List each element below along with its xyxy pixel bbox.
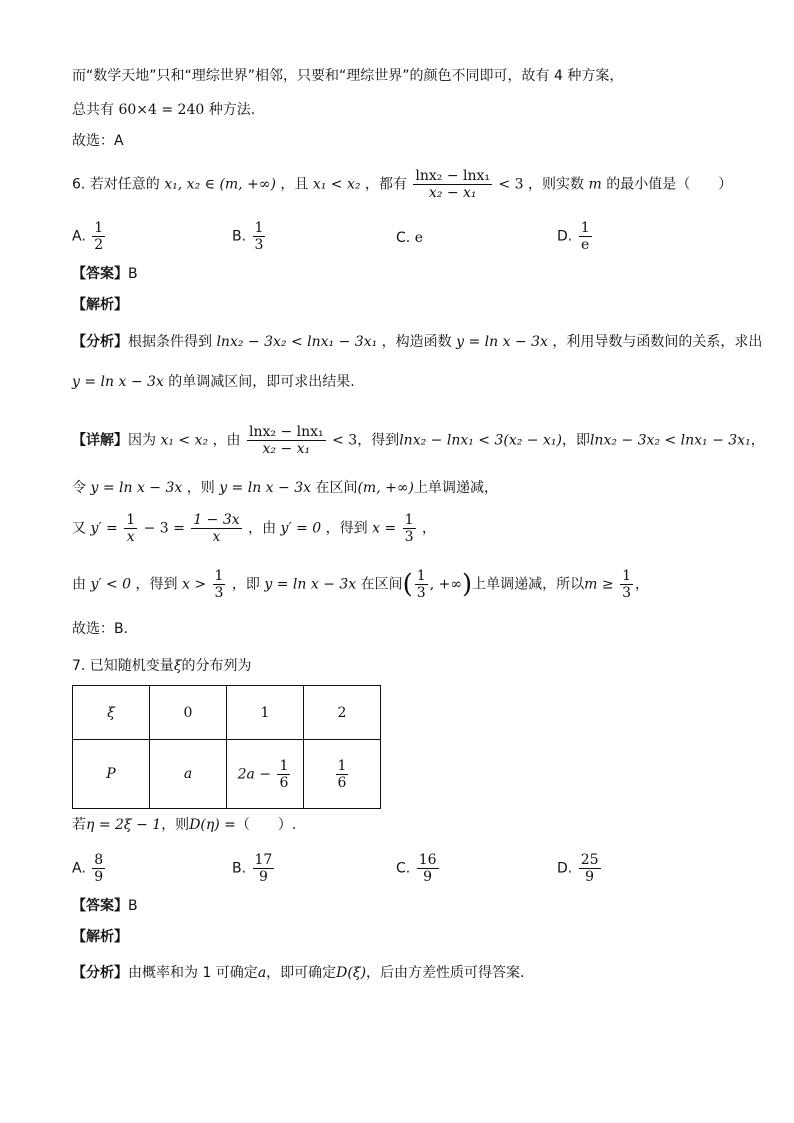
text: ， xyxy=(750,432,765,449)
math-expression: y = ln x − 3x xyxy=(456,334,548,350)
left-paren: ( xyxy=(402,569,413,600)
text: （ ）. xyxy=(235,817,297,833)
text: ，得到 xyxy=(357,432,400,449)
fraction-denominator: 9 xyxy=(585,869,595,885)
fraction xyxy=(92,220,105,253)
text: 上单调递减， xyxy=(413,480,498,496)
question-7-stem xyxy=(72,656,252,676)
math-expression: lnx₂ − 3x₂ < lnx₁ − 3x₁ xyxy=(216,334,378,350)
option-a xyxy=(72,220,107,253)
option-label: C. xyxy=(396,860,411,877)
detail-line xyxy=(72,478,498,498)
math-expression: , +∞ xyxy=(429,576,463,593)
detail-line xyxy=(72,568,649,601)
fraction xyxy=(253,220,266,253)
table-cell: ξ xyxy=(73,686,150,740)
text: ，即 xyxy=(231,576,260,593)
option-label: D. xyxy=(557,228,573,245)
math-expression: 2a − xyxy=(237,766,272,782)
option-label: B. xyxy=(232,228,247,245)
fraction-denominator: 3 xyxy=(254,237,264,253)
option-label: B. xyxy=(232,860,247,877)
text: 因为 xyxy=(128,432,156,449)
answer-tag: 【答案】 xyxy=(72,898,128,914)
fraction xyxy=(213,568,226,601)
option-c xyxy=(396,228,423,248)
fraction-denominator: 9 xyxy=(423,869,433,885)
text: 又 xyxy=(72,520,86,537)
fraction-denominator: x₂ − x₁ xyxy=(262,441,311,457)
text: ，后由方差性质可得答案. xyxy=(366,965,525,981)
text: ，即可确定 xyxy=(266,965,337,981)
fraction-denominator: x₂ − x₁ xyxy=(428,185,477,201)
answer-value: B xyxy=(128,266,138,282)
fraction-denominator: 6 xyxy=(279,774,289,791)
math-expression: y′ < 0 xyxy=(90,576,132,593)
analysis-line xyxy=(72,332,762,352)
fraction xyxy=(579,852,601,885)
option-d xyxy=(557,852,603,885)
text: 种方法. xyxy=(208,102,256,118)
right-paren: ) xyxy=(462,569,473,600)
fraction-numerator: 1 − 3x xyxy=(193,512,240,528)
text: ， xyxy=(635,576,650,593)
math-expression: m ≥ xyxy=(584,576,614,593)
text: 由概率和为 1 可确定 xyxy=(128,965,258,981)
fraction xyxy=(579,220,592,253)
text: ，得到 xyxy=(135,576,178,593)
fraction-denominator: 9 xyxy=(94,869,104,885)
math-expression: < 3 xyxy=(498,176,524,193)
option-b xyxy=(232,852,276,885)
text: 在区间 xyxy=(360,576,403,593)
table-cell: 0 xyxy=(150,686,227,740)
answer-tag: 【答案】 xyxy=(72,266,128,282)
text: ，由 xyxy=(212,432,241,449)
fraction xyxy=(413,168,492,201)
option-label: D. xyxy=(557,860,573,877)
fraction-numerator: 1 xyxy=(94,220,104,236)
fraction-numerator: 1 xyxy=(404,512,414,528)
option-b xyxy=(232,220,267,253)
question-6-stem xyxy=(72,168,732,201)
fraction-denominator: x xyxy=(212,529,221,545)
fraction-denominator: 3 xyxy=(404,529,414,545)
fraction xyxy=(620,568,633,601)
analysis-heading xyxy=(72,927,128,947)
text: 而“数学天地”只和“理综世界”相邻，只要和“理综世界”的颜色不同即可，故有 4 种方案， xyxy=(72,68,624,84)
analysis-line xyxy=(72,372,355,392)
text: 故选：A xyxy=(72,133,124,149)
option-label: C. xyxy=(396,230,411,246)
fraction-denominator: 3 xyxy=(416,585,426,601)
option-label: A. xyxy=(72,860,86,877)
math-expression: lnx₂ − 3x₂ < lnx₁ − 3x₁ xyxy=(589,432,751,449)
fraction-numerator: 1 xyxy=(214,568,224,584)
answer-line xyxy=(72,896,138,916)
fraction-numerator: 1 xyxy=(622,568,632,584)
fraction-denominator: x xyxy=(126,529,135,545)
analysis-subtag: 【分析】 xyxy=(72,334,128,350)
detail-tag: 【详解】 xyxy=(72,432,128,449)
text: 的分布列为 xyxy=(181,658,252,674)
answer-line xyxy=(72,619,128,639)
math-expression: y = ln x − 3x xyxy=(72,374,164,390)
math-expression: x₁ < x₂ xyxy=(312,176,361,193)
text: 故选：B. xyxy=(72,621,129,637)
analysis-line xyxy=(72,963,524,983)
fraction xyxy=(417,852,439,885)
fraction-numerator: 1 xyxy=(279,757,289,774)
fraction xyxy=(253,852,275,885)
analysis-heading xyxy=(72,295,128,315)
fraction xyxy=(92,852,105,885)
math-variable: a xyxy=(257,965,267,981)
detail-line xyxy=(72,512,436,545)
text: 6. 若对任意的 xyxy=(72,176,160,193)
option-a xyxy=(72,852,107,885)
table-cell xyxy=(227,740,304,809)
math-expression: < 3 xyxy=(332,432,358,449)
text: ，构造函数 xyxy=(381,334,452,350)
text: 令 xyxy=(72,480,86,496)
text: ， xyxy=(422,520,436,537)
text-line xyxy=(72,66,623,86)
table-row xyxy=(73,740,381,809)
fraction-numerator: 25 xyxy=(580,852,599,868)
fraction-numerator: 1 xyxy=(126,512,136,528)
math-expression: y = ln x − 3x xyxy=(90,480,183,496)
fraction xyxy=(403,512,416,545)
fraction xyxy=(124,512,137,545)
math-variable: ξ xyxy=(173,658,182,674)
text: ，则 xyxy=(186,480,215,496)
fraction-denominator: e xyxy=(581,237,590,253)
math-expression: y = ln x − 3x xyxy=(264,576,357,593)
option-c xyxy=(396,852,441,885)
table-cell: a xyxy=(150,740,227,809)
math-expression: D(ξ) xyxy=(336,965,367,981)
fraction-numerator: 1 xyxy=(580,220,590,236)
text: ，由 xyxy=(248,520,277,537)
math-expression: y′ = xyxy=(90,520,118,537)
table-cell: 1 xyxy=(227,686,304,740)
analysis-subtag: 【分析】 xyxy=(72,965,128,981)
text: 的单调减区间，即可求出结果. xyxy=(168,374,355,390)
fraction-denominator: 3 xyxy=(622,585,632,601)
text: ，且 xyxy=(280,176,309,193)
fraction xyxy=(247,424,326,457)
fraction-denominator: 6 xyxy=(337,774,347,791)
fraction-denominator: 3 xyxy=(214,585,224,601)
table-cell: 2 xyxy=(304,686,381,740)
answer-line xyxy=(72,264,138,284)
text: 上单调递减，所以 xyxy=(472,576,585,593)
text: 根据条件得到 xyxy=(128,334,212,350)
table-row xyxy=(73,686,381,740)
math-expression: x₁, x₂ ∈ (m, +∞) xyxy=(164,176,276,193)
math-expression: − 3 = xyxy=(143,520,185,537)
analysis-tag: 【解析】 xyxy=(72,297,128,313)
fraction xyxy=(415,568,428,601)
math-expression: x > xyxy=(182,576,207,593)
text: 若 xyxy=(72,817,86,833)
math-expression: D(η) = xyxy=(189,817,236,833)
option-value: e xyxy=(414,230,423,246)
fraction-numerator: lnx₂ − lnx₁ xyxy=(249,424,324,440)
text: 在区间 xyxy=(315,480,358,496)
text: ，则实数 xyxy=(528,176,585,193)
fraction xyxy=(336,758,349,791)
math-expression: 60×4 = 240 xyxy=(118,102,205,118)
fraction-numerator: 8 xyxy=(94,852,104,868)
fraction-numerator: 1 xyxy=(254,220,264,236)
text: 总共有 xyxy=(72,102,114,118)
text-line xyxy=(72,100,255,120)
option-d xyxy=(557,220,594,253)
text: ，则 xyxy=(161,817,190,833)
fraction xyxy=(277,758,290,791)
text: 7. 已知随机变量 xyxy=(72,658,174,674)
fraction-denominator: 2 xyxy=(94,237,104,253)
detail-line xyxy=(72,424,765,457)
distribution-table xyxy=(72,685,381,809)
math-expression: x₁ < x₂ xyxy=(160,432,209,449)
fraction-numerator: 1 xyxy=(416,568,426,584)
text: ，得到 xyxy=(325,520,368,537)
question-7-condition xyxy=(72,815,296,835)
math-expression: lnx₂ − lnx₁ < 3(x₂ − x₁) xyxy=(399,432,562,449)
fraction-numerator: 17 xyxy=(254,852,273,868)
math-expression: y = ln x − 3x xyxy=(219,480,312,496)
analysis-tag: 【解析】 xyxy=(72,929,128,945)
text: 由 xyxy=(72,576,86,593)
text: 的最小值是（ ） xyxy=(606,176,733,193)
math-expression: η = 2ξ − 1 xyxy=(86,817,162,833)
answer-value: B xyxy=(128,898,138,914)
answer-line xyxy=(72,131,124,151)
fraction-numerator: 16 xyxy=(418,852,437,868)
fraction-numerator: 1 xyxy=(337,757,347,774)
math-expression: (m, +∞) xyxy=(357,480,414,496)
fraction-denominator: 9 xyxy=(258,869,268,885)
math-expression: y′ = 0 xyxy=(280,520,322,537)
table-cell: P xyxy=(73,740,150,809)
fraction xyxy=(191,512,241,545)
option-label: A. xyxy=(72,228,86,245)
text: ，利用导数与函数间的关系，求出 xyxy=(552,334,763,350)
math-expression: x = xyxy=(372,520,397,537)
text: ，都有 xyxy=(364,176,407,193)
math-variable: m xyxy=(588,176,602,193)
text: ，即 xyxy=(561,432,590,449)
table-cell xyxy=(304,740,381,809)
fraction-numerator: lnx₂ − lnx₁ xyxy=(415,168,491,184)
